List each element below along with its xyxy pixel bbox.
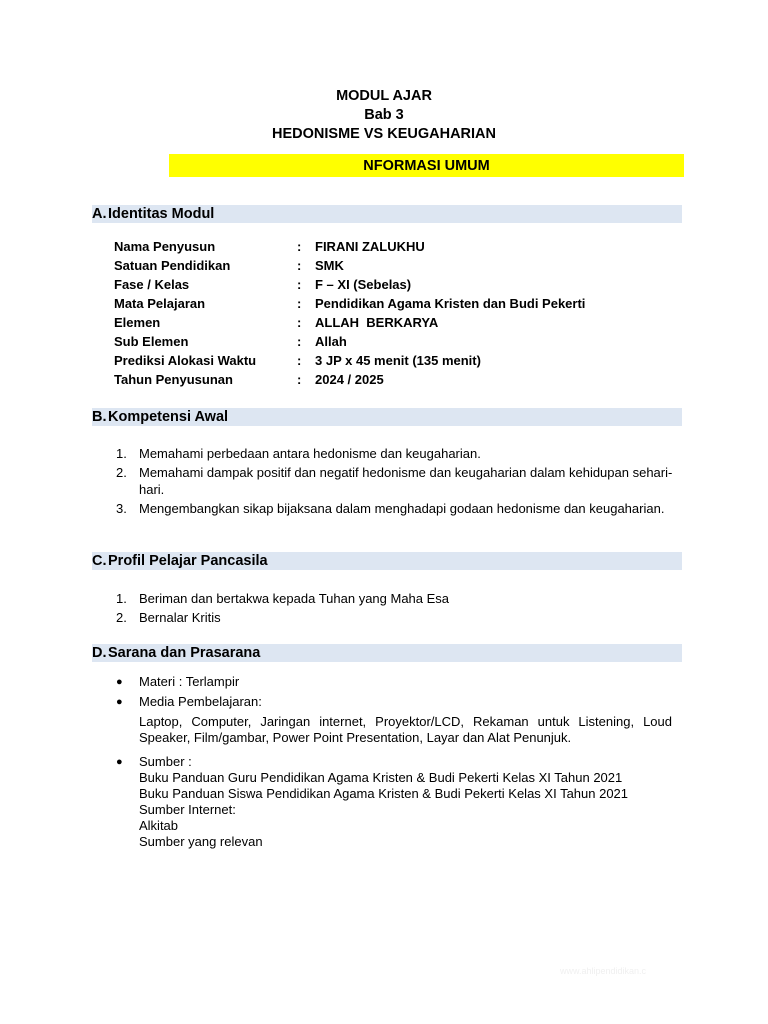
list-number: 1. bbox=[116, 446, 127, 461]
sumber-item: Sumber Internet: bbox=[139, 802, 236, 817]
identitas-value: Pendidikan Agama Kristen dan Budi Pekerti bbox=[315, 296, 586, 311]
list-item bbox=[116, 674, 672, 690]
sarana-list bbox=[116, 674, 672, 850]
sumber-item: Sumber yang relevan bbox=[139, 834, 263, 849]
identitas-label: Elemen bbox=[114, 315, 161, 330]
list-text: Mengembangkan sikap bijaksana dalam menghadapi godaan hedonisme dan keugaharian. bbox=[139, 501, 665, 516]
section-letter: A. bbox=[92, 206, 107, 222]
list-text: Beriman dan bertakwa kepada Tuhan yang Maha Esa bbox=[139, 591, 450, 606]
list-item bbox=[116, 464, 682, 498]
list-number: 1. bbox=[116, 591, 127, 606]
identitas-row bbox=[114, 370, 585, 389]
identitas-row bbox=[114, 351, 585, 370]
identitas-label: Sub Elemen bbox=[114, 334, 189, 349]
identitas-value: Allah bbox=[315, 334, 347, 349]
list-number: 2. bbox=[116, 610, 127, 625]
identitas-colon: : bbox=[297, 353, 302, 368]
section-letter: B. bbox=[92, 409, 107, 425]
watermark: www.ahlipendidikan.c bbox=[560, 966, 647, 976]
profil-list bbox=[116, 590, 682, 628]
list-item bbox=[116, 445, 682, 462]
title-modul-ajar: MODUL AJAR bbox=[336, 88, 432, 104]
section-title: Identitas Modul bbox=[108, 206, 215, 222]
list-item bbox=[116, 609, 682, 626]
kompetensi-list bbox=[116, 445, 682, 519]
list-item bbox=[116, 590, 682, 607]
identitas-row bbox=[114, 275, 585, 294]
bullet-icon: ● bbox=[116, 676, 123, 688]
section-c-header bbox=[92, 552, 682, 570]
identitas-value: FIRANI ZALUKHU bbox=[315, 239, 425, 254]
informasi-umum-banner: NFORMASI UMUM bbox=[169, 154, 684, 177]
identitas-value: 2024 / 2025 bbox=[315, 372, 384, 387]
section-b-header bbox=[92, 408, 682, 426]
identitas-label: Nama Penyusun bbox=[114, 239, 216, 254]
identitas-colon: : bbox=[297, 239, 302, 254]
identitas-row bbox=[114, 256, 585, 275]
identitas-value: SMK bbox=[315, 258, 344, 273]
sumber-item: Buku Panduan Guru Pendidikan Agama Kristen & Budi Pekerti Kelas XI Tahun 2021 bbox=[139, 770, 623, 785]
identitas-row bbox=[114, 294, 585, 313]
section-d-header bbox=[92, 644, 682, 662]
section-title: Sarana dan Prasarana bbox=[108, 645, 261, 661]
list-number: 2. bbox=[116, 465, 127, 480]
bullet-icon: ● bbox=[116, 696, 123, 708]
list-text: Memahami perbedaan antara hedonisme dan keugaharian. bbox=[139, 446, 481, 461]
section-letter: C. bbox=[92, 553, 107, 569]
list-item bbox=[116, 694, 672, 710]
list-number: 3. bbox=[116, 501, 127, 516]
list-text: Media Pembelajaran: bbox=[139, 694, 262, 709]
identitas-table bbox=[114, 237, 585, 389]
list-text: Materi : Terlampir bbox=[139, 674, 240, 689]
identitas-label: Satuan Pendidikan bbox=[114, 258, 231, 273]
identitas-label: Tahun Penyusunan bbox=[114, 372, 233, 387]
section-letter: D. bbox=[92, 645, 107, 661]
identitas-value: ALLAH BERKARYA bbox=[315, 315, 439, 330]
sumber-item: Alkitab bbox=[139, 818, 179, 833]
identitas-colon: : bbox=[297, 258, 302, 273]
bullet-icon: ● bbox=[116, 756, 123, 768]
identitas-row bbox=[114, 237, 585, 256]
list-text: Memahami dampak positif dan negatif hedonisme dan keugaharian dalam kehidupan sehari-hari. bbox=[139, 465, 673, 497]
title-bab: Bab 3 bbox=[364, 107, 404, 123]
identitas-colon: : bbox=[297, 334, 302, 349]
identitas-value: 3 JP x 45 menit (135 menit) bbox=[315, 353, 481, 368]
list-text: Sumber : bbox=[139, 754, 192, 769]
list-text: Bernalar Kritis bbox=[139, 610, 221, 625]
identitas-label: Fase / Kelas bbox=[114, 277, 190, 292]
identitas-row bbox=[114, 313, 585, 332]
identitas-colon: : bbox=[297, 315, 302, 330]
media-detail: Laptop, Computer, Jaringan internet, Proyektor/LCD, Rekaman untuk Listening, Loud Speaker, Film/gambar, Power Point Presentation, Layar dan Alat Penunjuk. bbox=[139, 714, 672, 745]
identitas-colon: : bbox=[297, 277, 302, 292]
list-item bbox=[116, 754, 672, 770]
section-a-header bbox=[92, 205, 682, 223]
identitas-row bbox=[114, 332, 585, 351]
list-item bbox=[116, 500, 682, 517]
identitas-value: F – XI (Sebelas) bbox=[315, 277, 412, 292]
identitas-label: Mata Pelajaran bbox=[114, 296, 206, 311]
document-title bbox=[0, 87, 768, 144]
sumber-item: Buku Panduan Siswa Pendidikan Agama Kristen & Budi Pekerti Kelas XI Tahun 2021 bbox=[139, 786, 629, 801]
section-title: Profil Pelajar Pancasila bbox=[108, 553, 268, 569]
identitas-colon: : bbox=[297, 372, 302, 387]
section-title: Kompetensi Awal bbox=[108, 409, 229, 425]
title-topic: HEDONISME VS KEUGAHARIAN bbox=[272, 126, 496, 142]
identitas-label: Prediksi Alokasi Waktu bbox=[114, 353, 257, 368]
identitas-colon: : bbox=[297, 296, 302, 311]
